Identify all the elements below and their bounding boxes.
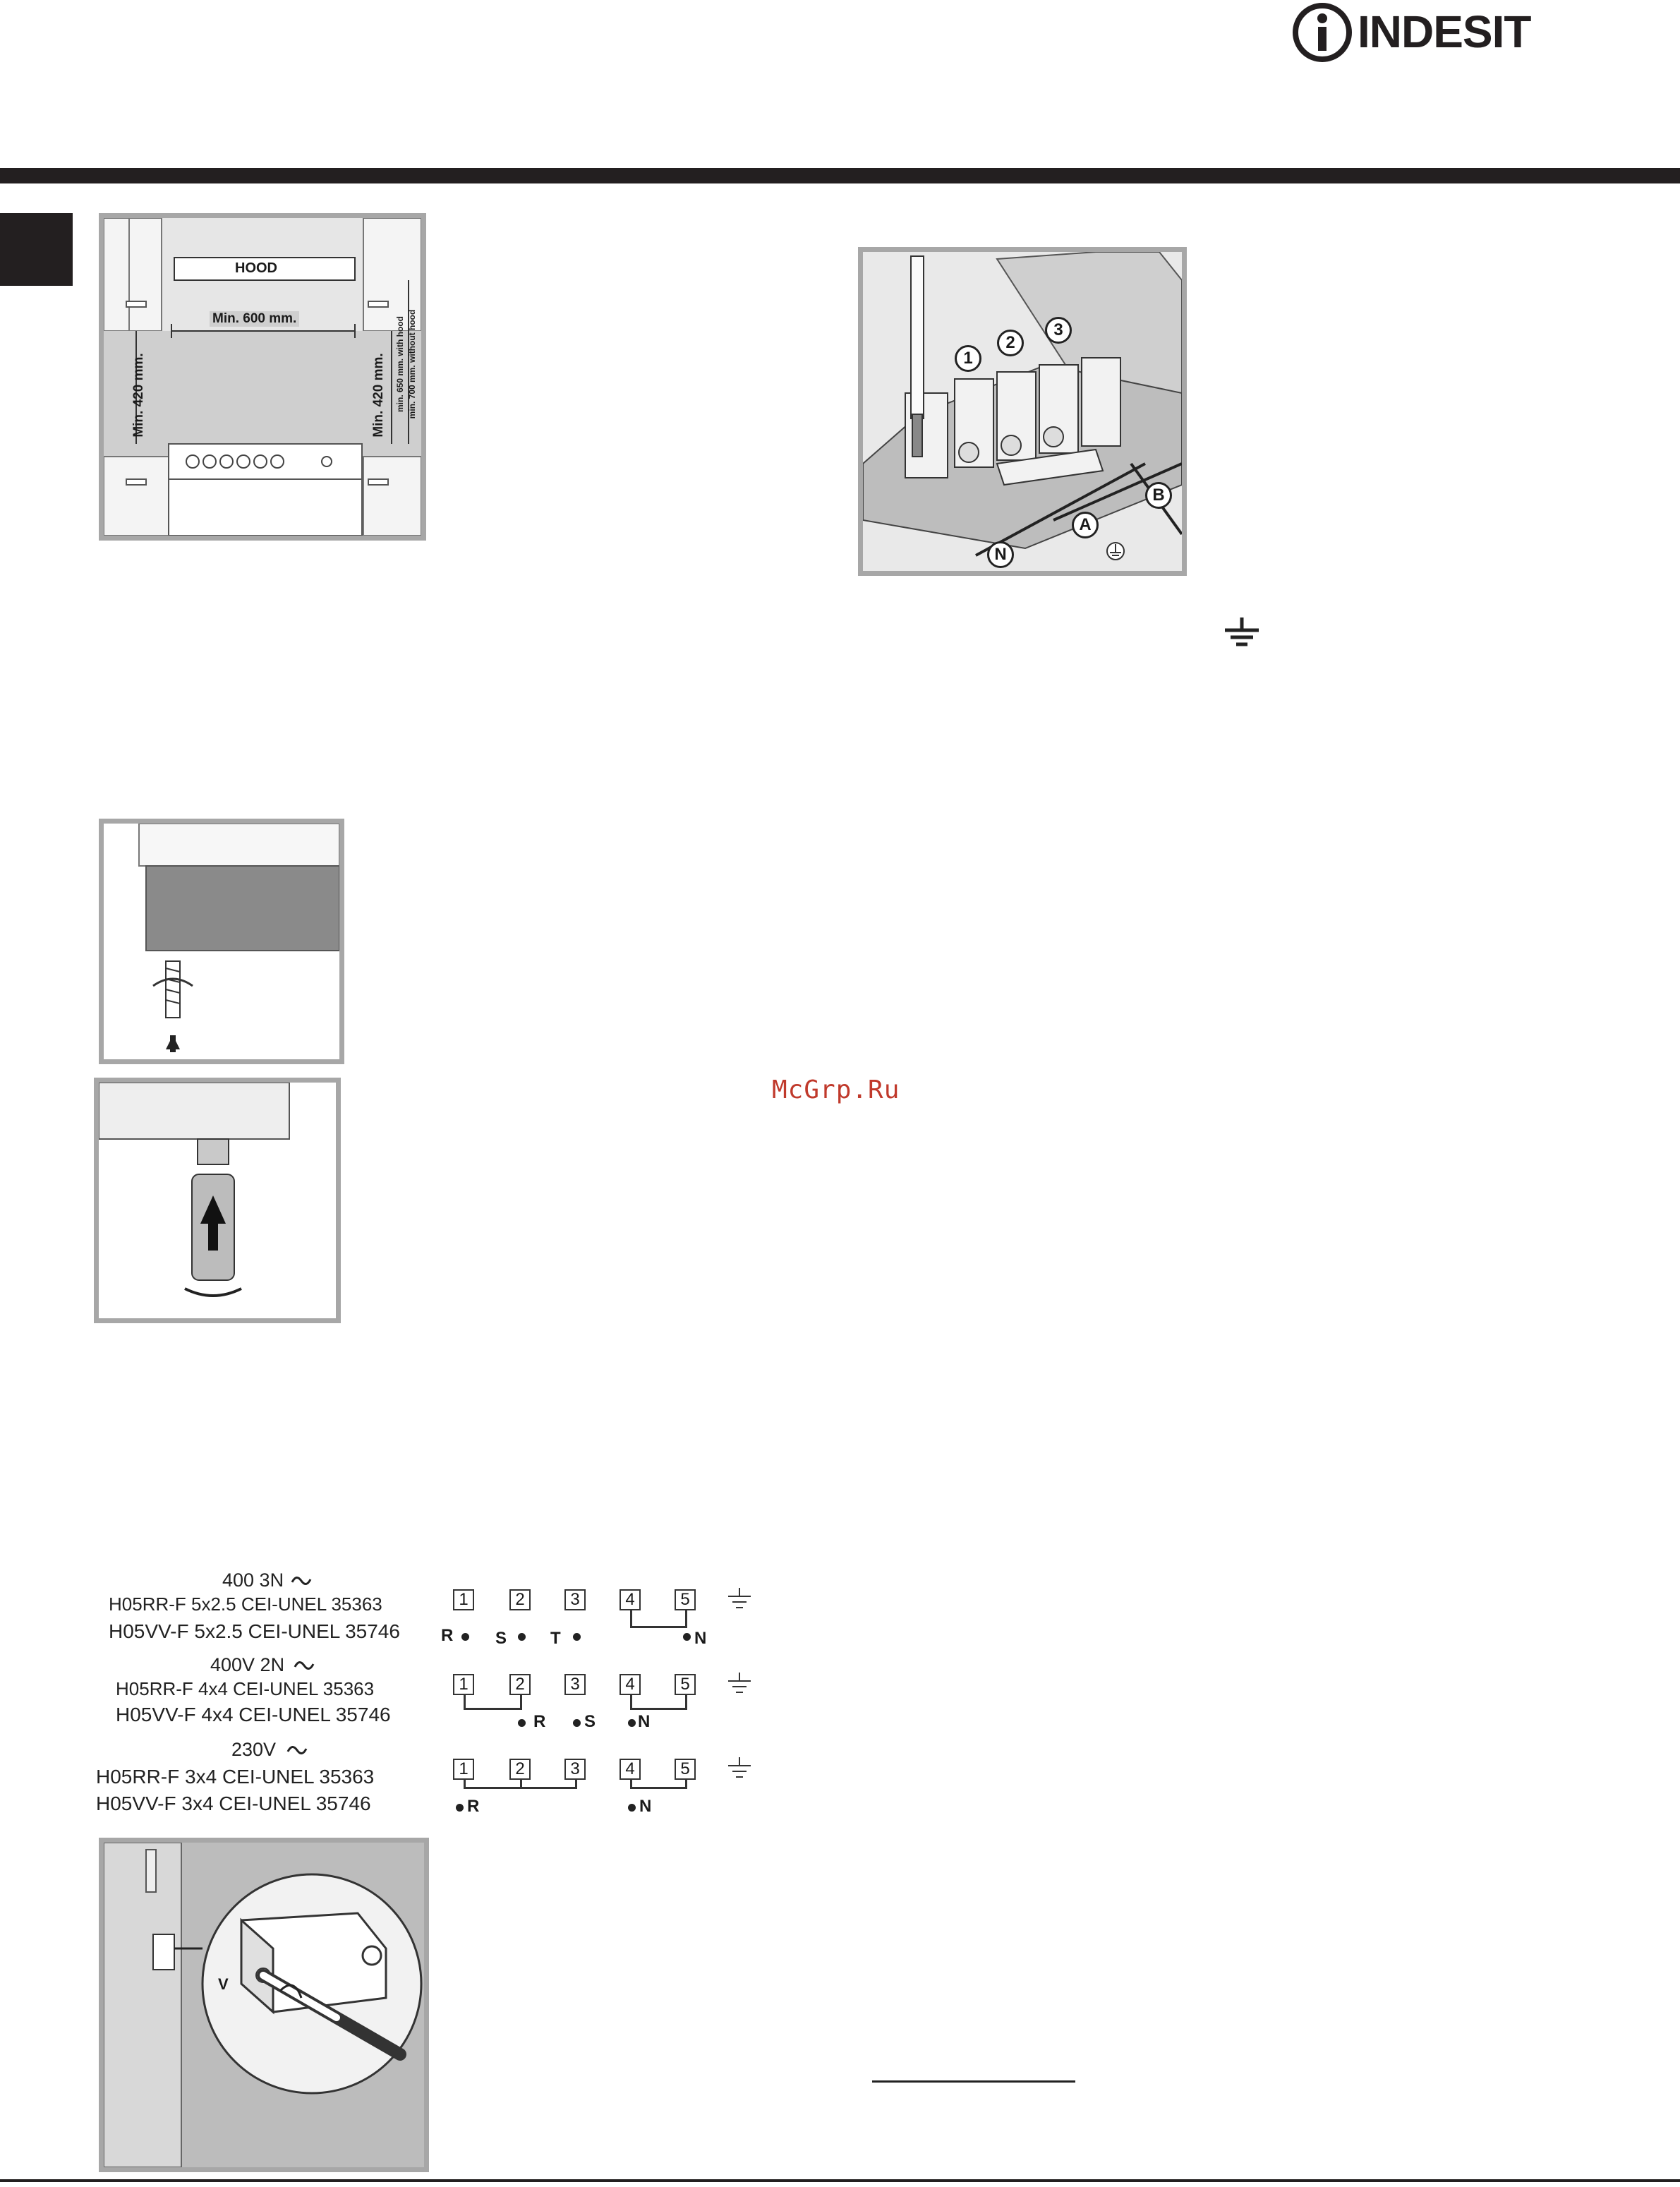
cable-label: H05VV-F 4x4 CEI-UNEL 35746 [116,1704,391,1725]
terminal-bridge [630,1708,687,1710]
header-rule [0,168,1680,183]
terminal-2: 2 [509,1589,531,1610]
callout-1: 1 [955,345,981,372]
callout-n: N [987,541,1014,568]
wire-dot [683,1633,691,1641]
valve-callout: V [218,1975,229,1993]
terminal-bridge [630,1694,632,1709]
hood-note-without-hood: min. 700 mm. without hood [407,309,417,419]
voltage-label: 400 3N [222,1570,284,1591]
voltage-label: 400V 2N [210,1654,285,1675]
ac-icon [294,1658,315,1673]
terminal-bridge [685,1609,687,1627]
terminal-1: 1 [453,1674,474,1695]
min-width-label: Min. 600 mm. [210,311,299,327]
terminal-bridge [630,1626,687,1628]
wire-label: R [533,1712,546,1731]
wire-dot [628,1719,636,1727]
ground-icon [727,1757,752,1781]
terminal-2: 2 [509,1759,531,1780]
cable-label: H05RR-F 4x4 CEI-UNEL 35363 [116,1678,375,1699]
cable-label: H05VV-F 5x2.5 CEI-UNEL 35746 [109,1620,400,1642]
wire-dot [518,1719,526,1727]
terminal-bridge [464,1694,466,1709]
wire-dot [573,1633,581,1641]
callout-b: B [1145,482,1172,509]
terminal-5: 5 [675,1589,696,1610]
logo-mark-icon [1290,0,1355,65]
terminal-5: 5 [675,1674,696,1695]
cable-label: H05VV-F 3x4 CEI-UNEL 35746 [96,1793,371,1814]
callout-3: 3 [1045,317,1072,344]
wire-dot [461,1633,469,1641]
callout-a: A [1072,512,1099,538]
wire-dot [573,1719,581,1727]
terminal-5: 5 [675,1759,696,1780]
wire-dot [456,1804,464,1812]
wiring-table [85,1567,769,1835]
language-tab [0,213,73,286]
wire-label: T [550,1629,561,1648]
callout-2: 2 [997,330,1024,356]
wire-dot [628,1804,636,1812]
cable-label: H05RR-F 3x4 CEI-UNEL 35363 [96,1766,375,1788]
terminal-bridge [685,1694,687,1709]
foot-screw-figure [94,1078,341,1323]
watermark: McGrp.Ru [772,1076,900,1104]
footer-rule [0,2179,1680,2182]
wire-label: S [495,1629,507,1648]
terminal-4: 4 [620,1674,641,1695]
terminal-bridge [464,1787,577,1789]
foot-install-figure [99,819,344,1064]
footnote-divider [872,2080,1075,2083]
terminal-bridge [630,1787,687,1789]
ground-icon [727,1588,752,1612]
terminal-board-figure [858,247,1187,576]
ground-icon [1221,617,1263,649]
terminal-4: 4 [620,1589,641,1610]
terminal-bridge [464,1708,522,1710]
terminal-3: 3 [564,1589,586,1610]
wire-label: R [467,1797,480,1816]
right-height-label: Min. 420 mm. [371,353,386,438]
terminal-1: 1 [453,1759,474,1780]
brand-logo [1290,0,1537,65]
terminal-4: 4 [620,1759,641,1780]
wire-label: N [638,1712,651,1731]
terminal-2: 2 [509,1674,531,1695]
ground-icon [727,1673,752,1697]
terminal-bridge [630,1609,632,1627]
voltage-label: 230V [231,1739,277,1760]
terminal-3: 3 [564,1674,586,1695]
valve-adjust-figure [99,1838,429,2172]
terminal-1: 1 [453,1589,474,1610]
hood-label: HOOD [235,260,277,276]
cable-label: H05RR-F 5x2.5 CEI-UNEL 35363 [109,1593,382,1615]
wire-label: N [694,1629,707,1648]
hood-note-with-hood: min. 650 mm. with hood [395,316,405,413]
wire-dot [518,1633,526,1641]
hood-clearance-figure [99,213,426,541]
left-height-label: Min. 420 mm. [131,353,146,438]
ac-icon [291,1574,312,1588]
ac-icon [286,1743,308,1757]
wire-label: N [639,1797,652,1816]
wire-label: R [441,1626,454,1645]
terminal-bridge [520,1694,522,1709]
brand-name: INDESIT [1358,6,1531,57]
wire-label: S [584,1712,596,1731]
terminal-3: 3 [564,1759,586,1780]
